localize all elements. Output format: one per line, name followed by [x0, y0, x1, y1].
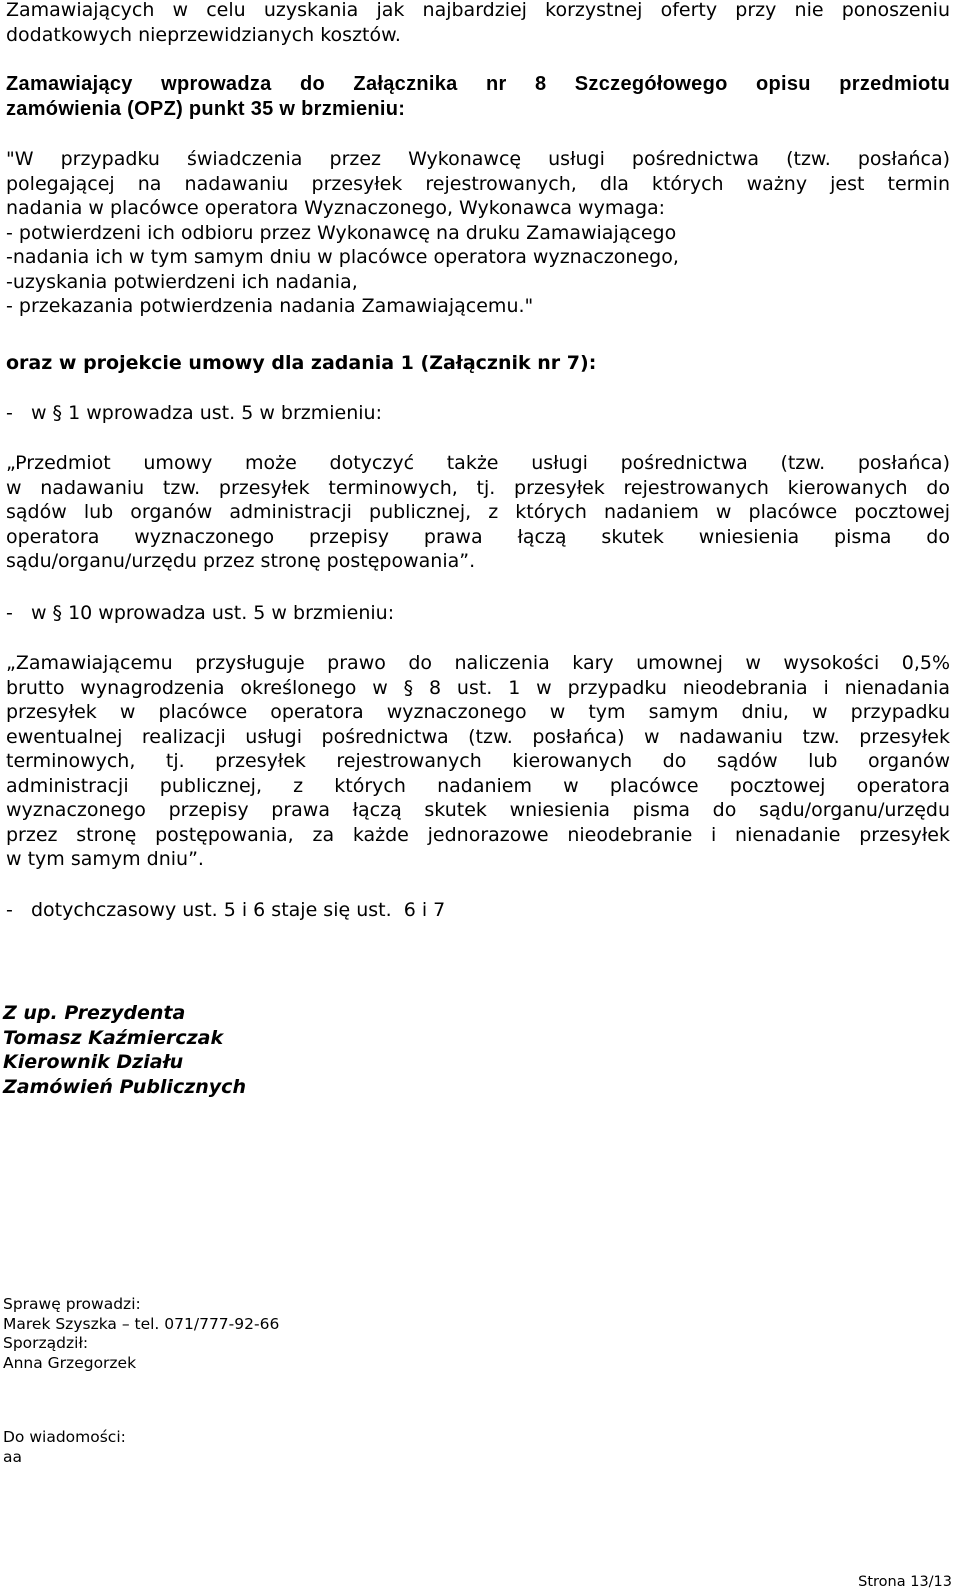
contract-heading-text: oraz w projekcie umowy dla zadania 1 (Załącznik nr 7): — [6, 352, 597, 374]
intro-line: dodatkowych nieprzewidzianych kosztów. — [6, 23, 401, 46]
opz-point-35 — [6, 147, 950, 319]
opz-line: - przekazania potwierdzenia nadania Zamawiającemu." — [6, 295, 534, 317]
item-text-2 — [6, 651, 950, 872]
opz-line: polegającej na nadawaniu przesyłek rejestrowanych, dla których ważny jest termin — [6, 172, 950, 195]
item-line: wyznaczonego przepisy prawa łączą skutek wniesienia pisma do sądu/organu/urzędu — [6, 799, 950, 821]
contract-heading — [6, 351, 950, 376]
item-line: przez stronę postępowania, za każde jednorazowe nieodebranie i nienadanie przesyłek — [6, 823, 950, 846]
intro-line: Zamawiających w celu uzyskania jak najbardziej korzystnej oferty przy nie ponoszeniu — [6, 0, 950, 21]
item-line: terminowych, tj. przesyłek rejestrowanych kierowanych do sądów lub organów — [6, 750, 950, 772]
item-heading: - w § 1 wprowadza ust. 5 w brzmieniu: — [6, 402, 383, 424]
handled-by-label: Sprawę prowadzi: — [3, 1295, 141, 1313]
item-paragraph-2 — [6, 601, 950, 626]
cc-info — [3, 1428, 603, 1467]
opz-line: -uzyskania potwierdzeni ich nadania, — [6, 270, 358, 293]
page-number: Strona 13/13 — [858, 1574, 952, 1590]
signature-line: Z up. Prezydenta — [3, 1002, 186, 1024]
opz-line: - potwierdzeni ich odbioru przez Wykonawcę na druku Zamawiającego — [6, 221, 677, 244]
item-line: ewentualnej realizacji usługi pośrednictwa (tzw. posłańca) w nadawaniu tzw. przesyłek — [6, 725, 950, 748]
item-line: brutto wynagrodzenia określonego w § 8 ust. 1 w przypadku nieodebrania i nienadania — [6, 676, 950, 699]
signature-block — [3, 1001, 603, 1099]
item-line: w nadawaniu tzw. przesyłek terminowych, tj. przesyłek rejestrowanych kierowanych do — [6, 476, 950, 499]
signature-line: Tomasz Kaźmierczak — [3, 1026, 224, 1049]
item-line: przesyłek w placówce operatora wyznaczonego w tym samym dniu, w przypadku — [6, 701, 950, 723]
item-line: operatora wyznaczonego przepisy prawa łączą skutek wniesienia pisma do — [6, 525, 950, 548]
item-heading: - w § 10 wprowadza ust. 5 w brzmieniu: — [6, 602, 395, 624]
prepared-by-label: Sporządził: — [3, 1334, 89, 1352]
amendment-heading-line: zamówienia (OPZ) punkt 35 w brzmieniu: — [6, 97, 406, 120]
case-info — [3, 1295, 603, 1373]
item-paragraph-3 — [6, 898, 950, 923]
prepared-by: Anna Grzegorzek — [3, 1353, 137, 1372]
cc-value: aa — [3, 1447, 22, 1466]
signature-line: Zamówień Publicznych — [3, 1075, 246, 1098]
handled-by: Marek Szyszka – tel. 071/777-92-66 — [3, 1314, 280, 1333]
amendment-heading — [6, 72, 950, 121]
item-line: w tym samym dniu”. — [6, 848, 204, 870]
item-line: sądu/organu/urzędu przez stronę postępowania”. — [6, 550, 476, 572]
item-line: „Przedmiot umowy może dotyczyć także usługi pośrednictwa (tzw. posłańca) — [6, 452, 950, 474]
intro-paragraph — [6, 0, 950, 47]
amendment-heading-line: Zamawiający wprowadza do Załącznika nr 8 Szczegółowego opisu przedmiotu — [6, 73, 950, 95]
item-heading: - dotychczasowy ust. 5 i 6 staje się ust. 6 i 7 — [6, 899, 446, 921]
item-paragraph-1 — [6, 401, 950, 426]
signature-line: Kierownik Działu — [3, 1051, 184, 1073]
item-line: „Zamawiającemu przysługuje prawo do naliczenia kary umownej w wysokości 0,5% — [6, 652, 950, 674]
opz-line: nadania w placówce operatora Wyznaczonego, Wykonawca wymaga: — [6, 197, 666, 219]
opz-line: "W przypadku świadczenia przez Wykonawcę usługi pośrednictwa (tzw. posłańca) — [6, 148, 950, 170]
item-line: administracji publicznej, z których nadaniem w placówce pocztowej operatora — [6, 774, 950, 797]
item-line: sądów lub organów administracji publicznej, z których nadaniem w placówce pocztowej — [6, 501, 950, 523]
cc-label: Do wiadomości: — [3, 1428, 126, 1446]
item-text-1 — [6, 451, 950, 574]
opz-line: -nadania ich w tym samym dniu w placówce operatora wyznaczonego, — [6, 246, 679, 268]
